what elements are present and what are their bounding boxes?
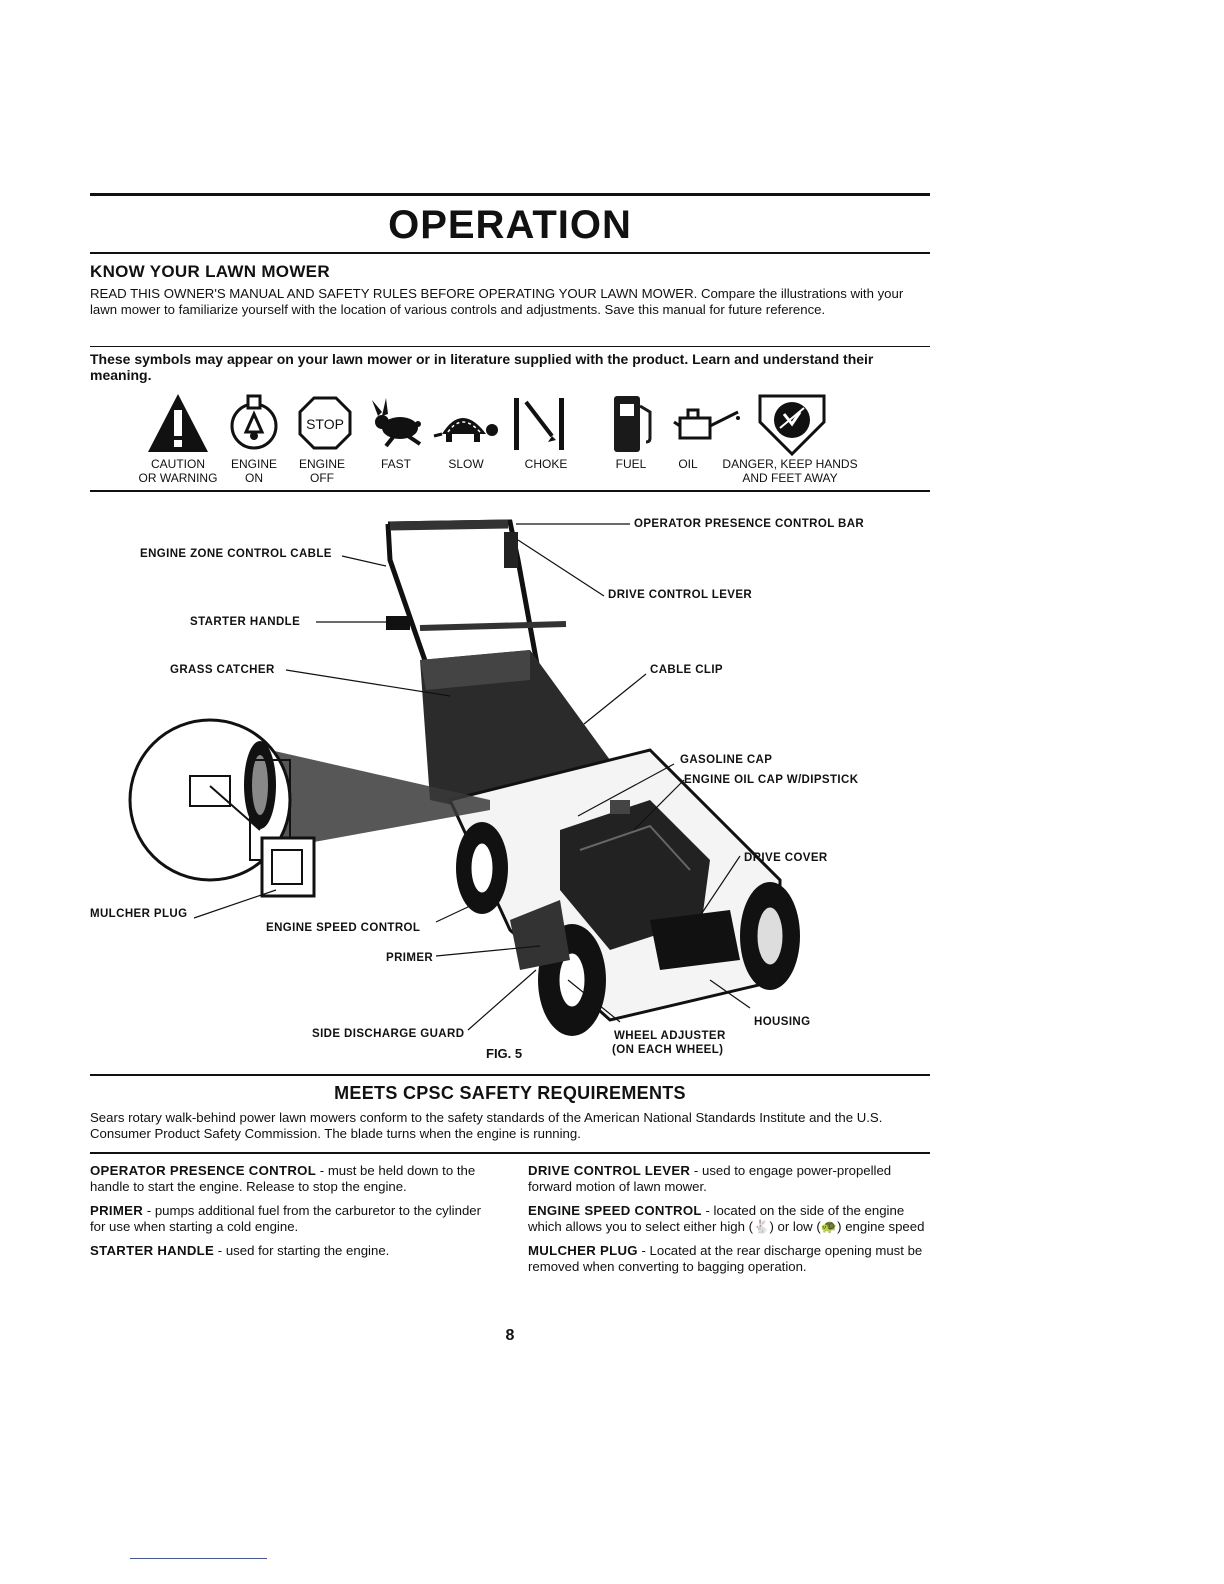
definition-term: STARTER HANDLE <box>90 1243 215 1258</box>
callout-wheel-adjuster: WHEEL ADJUSTER <box>614 1030 726 1042</box>
symbol-label-oil <box>670 457 706 471</box>
callout-each-wheel: (ON EACH WHEEL) <box>612 1044 724 1056</box>
definition-operator-presence <box>90 1163 490 1195</box>
stop-text: STOP <box>306 416 344 432</box>
figure-label: FIG. 5 <box>486 1046 523 1061</box>
symbol-label-fuel <box>608 457 654 471</box>
caution-triangle-icon <box>146 392 210 454</box>
callout-drive-lever: DRIVE CONTROL LEVER <box>608 589 753 601</box>
figure-rule <box>90 1074 930 1076</box>
callout-mulcher-plug: MULCHER PLUG <box>90 908 188 920</box>
symbol-label-caution <box>128 457 228 485</box>
definition-drive-lever <box>528 1163 930 1195</box>
definition-desc: - located on the side of the engine which allows you to select either high (🐇) or low (🐢) engine speed <box>528 1203 925 1234</box>
symbol-label-line2: OFF <box>310 471 334 485</box>
definition-desc: - used for starting the engine. <box>214 1243 390 1258</box>
symbol-label-line1: CAUTION <box>151 457 205 471</box>
top-rule <box>90 193 930 196</box>
definition-term: ENGINE SPEED CONTROL <box>528 1203 702 1218</box>
symbol-label-line1: OIL <box>678 457 698 471</box>
definition-primer <box>90 1203 490 1235</box>
symbol-label-engine-off <box>292 457 352 485</box>
page-title: OPERATION <box>388 203 632 247</box>
definition-desc: - used to engage power-propelled forward motion of lawn mower. <box>528 1163 892 1194</box>
symbol-label-line1: FUEL <box>615 457 647 471</box>
rabbit-fast-icon <box>368 392 426 454</box>
cpsc-paragraph: Sears rotary walk-behind power lawn mowers conform to the safety standards of the American National Standards Institute and the U.S. Consumer Product Safety Commission. The blade turns when the engine is running. <box>90 1110 883 1141</box>
cpsc-heading: MEETS CPSC SAFETY REQUIREMENTS <box>334 1083 686 1103</box>
callout-primer: PRIMER <box>386 952 434 964</box>
callout-side-guard: SIDE DISCHARGE GUARD <box>312 1028 465 1040</box>
callout-speed-control: ENGINE SPEED CONTROL <box>266 922 421 934</box>
symbol-label-line2: AND FEET AWAY <box>742 471 838 485</box>
engine-on-icon <box>228 392 280 454</box>
callout-oil-cap: ENGINE OIL CAP W/DIPSTICK <box>684 774 859 786</box>
definition-term: DRIVE CONTROL LEVER <box>528 1163 691 1178</box>
section-heading-know: KNOW YOUR LAWN MOWER <box>90 262 330 281</box>
definition-speed-control <box>528 1203 930 1235</box>
symbol-label-line1: CHOKE <box>524 457 568 471</box>
footnote-rule <box>130 1558 267 1559</box>
callout-drive-cover: DRIVE COVER <box>744 852 828 864</box>
symbol-label-line1: SLOW <box>448 457 484 471</box>
title-rule <box>90 252 930 254</box>
symbol-label-line2: ON <box>245 471 263 485</box>
definition-term: MULCHER PLUG <box>528 1243 638 1258</box>
definition-desc: - pumps additional fuel from the carburetor to the cylinder for use when starting a cold engine. <box>90 1203 482 1234</box>
definition-mulcher-plug <box>528 1243 930 1275</box>
symbol-label-line1: ENGINE <box>230 457 277 471</box>
callout-cable-clip: CABLE CLIP <box>650 664 723 676</box>
oil-can-icon <box>672 392 744 454</box>
choke-icon <box>508 392 570 454</box>
callout-operator-bar: OPERATOR PRESENCE CONTROL BAR <box>634 518 865 530</box>
intro-rule <box>90 346 930 347</box>
definitions-right-column <box>528 1163 930 1283</box>
symbol-label-line1: FAST <box>380 457 411 471</box>
fuel-pump-icon <box>610 392 656 454</box>
callout-gas-cap: GASOLINE CAP <box>680 754 773 766</box>
danger-hands-icon <box>756 392 828 458</box>
symbol-label-danger <box>710 457 870 485</box>
intro-paragraph: READ THIS OWNER'S MANUAL AND SAFETY RULES BEFORE OPERATING YOUR LAWN MOWER. Compare the illustrations with your lawn mower to familiarize yourself with the location of various controls and adjustments. Save this manual for future reference. <box>90 286 904 317</box>
cpsc-rule <box>90 1152 930 1154</box>
definition-term: PRIMER <box>90 1203 144 1218</box>
definitions-left-column <box>90 1163 490 1267</box>
symbols-rule <box>90 490 930 492</box>
symbol-label-line1: ENGINE <box>298 457 345 471</box>
definition-desc: - must be held down to the handle to start the engine. Release to stop the engine. <box>90 1163 476 1194</box>
symbol-label-line1: DANGER, KEEP HANDS <box>722 457 858 471</box>
page-number: 8 <box>505 1327 515 1344</box>
definition-desc: - Located at the rear discharge opening must be removed when converting to bagging operation. <box>528 1243 923 1274</box>
engine-off-stop-icon <box>296 392 354 454</box>
symbol-label-line2: OR WARNING <box>138 471 218 485</box>
symbol-label-engine-on <box>224 457 284 485</box>
callout-grass-catcher: GRASS CATCHER <box>170 664 275 676</box>
symbol-label-fast <box>370 457 422 471</box>
definition-term: OPERATOR PRESENCE CONTROL <box>90 1163 317 1178</box>
symbols-lead-text: These symbols may appear on your lawn mower or in literature supplied with the product. Learn and understand their meaning. <box>90 351 874 383</box>
symbol-label-choke <box>516 457 576 471</box>
callout-starter-handle: STARTER HANDLE <box>190 616 301 628</box>
turtle-slow-icon <box>428 392 500 454</box>
callout-zone-cable: ENGINE ZONE CONTROL CABLE <box>140 548 332 560</box>
symbol-label-slow <box>440 457 492 471</box>
definition-starter-handle <box>90 1243 490 1259</box>
callout-housing: HOUSING <box>754 1016 811 1028</box>
